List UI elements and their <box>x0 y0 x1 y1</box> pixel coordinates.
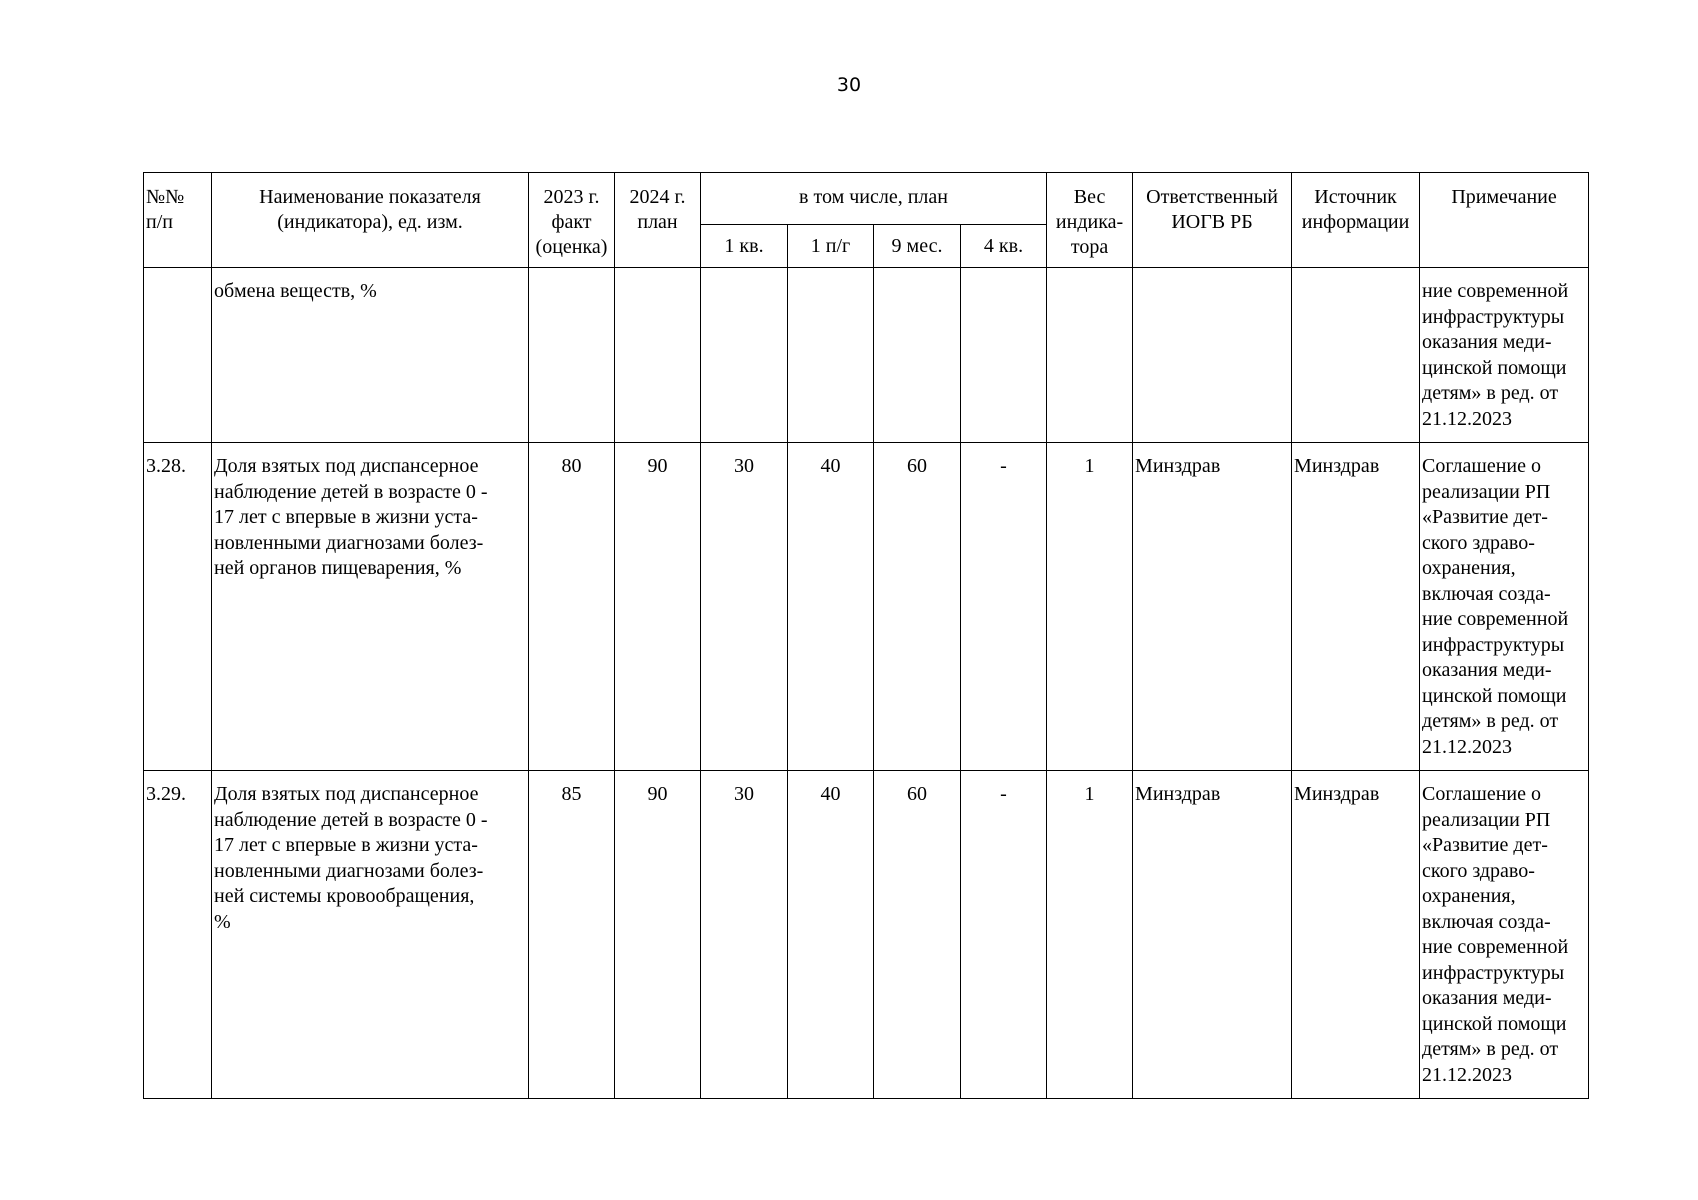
cell-num: 3.28. <box>144 443 212 771</box>
cell-q4: - <box>961 771 1047 1099</box>
cell-fact-2023: 80 <box>529 443 615 771</box>
cell-note <box>1420 443 1589 771</box>
cell-h1: 40 <box>788 771 874 1099</box>
cell-source: Минздрав <box>1292 443 1420 771</box>
header-h1: 1 п/г <box>788 225 874 268</box>
cell-q1: 30 <box>701 443 788 771</box>
cell-name <box>212 771 529 1099</box>
header-including-plan: в том числе, план <box>701 173 1047 225</box>
cell-source: Минздрав <box>1292 771 1420 1099</box>
indicators-table <box>143 172 1589 1099</box>
header-q1: 1 кв. <box>701 225 788 268</box>
cell-plan-2024: 90 <box>615 771 701 1099</box>
cell-name <box>212 443 529 771</box>
header-q4: 4 кв. <box>961 225 1047 268</box>
cell-h1: 40 <box>788 443 874 771</box>
page-number: 30 <box>836 74 862 96</box>
header-plan-2024: 2024 г. план <box>615 173 701 268</box>
cell-responsible: Минздрав <box>1133 771 1292 1099</box>
header-name: Наименование показателя (индикатора), ед. изм. <box>212 173 529 268</box>
cell-note-text: ние современной инфраструктуры оказания меди- цинской помощи детям» в ред. от 21.12.2023 <box>1422 280 1569 430</box>
cell-plan-2024 <box>615 268 701 443</box>
cell-num <box>144 268 212 443</box>
cell-weight: 1 <box>1047 443 1133 771</box>
cell-q1 <box>701 268 788 443</box>
cell-name-text: обмена веществ, % <box>214 280 377 302</box>
cell-q1: 30 <box>701 771 788 1099</box>
cell-note <box>1420 268 1589 443</box>
cell-source <box>1292 268 1420 443</box>
cell-weight <box>1047 268 1133 443</box>
cell-h1 <box>788 268 874 443</box>
cell-responsible <box>1133 268 1292 443</box>
cell-note <box>1420 771 1589 1099</box>
cell-num: 3.29. <box>144 771 212 1099</box>
cell-fact-2023: 85 <box>529 771 615 1099</box>
cell-name-text: Доля взятых под диспансерное наблюдение детей в возрасте 0 - 17 лет с впервые в жизни уста- новленными диагнозами болез- ней системы кровообращения, % <box>214 783 488 933</box>
cell-9-months: 60 <box>874 771 961 1099</box>
header-fact-2023: 2023 г. факт (оценка) <box>529 173 615 268</box>
cell-q4: - <box>961 443 1047 771</box>
header-num: №№ п/п <box>144 173 212 268</box>
cell-responsible: Минздрав <box>1133 443 1292 771</box>
header-weight: Вес индика- тора <box>1047 173 1133 268</box>
header-source: Источник информации <box>1292 173 1420 268</box>
table-header <box>144 173 1589 268</box>
cell-9-months: 60 <box>874 443 961 771</box>
cell-9-months <box>874 268 961 443</box>
cell-fact-2023 <box>529 268 615 443</box>
header-note: Примечание <box>1420 173 1589 268</box>
cell-note-text: Соглашение о реализации РП «Развитие дет- ского здраво- охранения, включая созда- ние современной инфраструктуры оказания меди- цинской помощи детям» в ред. от 21.12.2023 <box>1422 455 1569 758</box>
header-responsible: Ответственный ИОГВ РБ <box>1133 173 1292 268</box>
cell-q4 <box>961 268 1047 443</box>
cell-name-text: Доля взятых под диспансерное наблюдение детей в возрасте 0 - 17 лет с впервые в жизни уста- новленными диагнозами болез- ней органов пищеварения, % <box>214 455 488 579</box>
table-row <box>144 771 1589 1099</box>
cell-weight: 1 <box>1047 771 1133 1099</box>
cell-plan-2024: 90 <box>615 443 701 771</box>
table-row <box>144 268 1589 443</box>
table-row <box>144 443 1589 771</box>
header-9-months: 9 мес. <box>874 225 961 268</box>
cell-note-text: Соглашение о реализации РП «Развитие дет- ского здраво- охранения, включая созда- ние современной инфраструктуры оказания меди- цинской помощи детям» в ред. от 21.12.2023 <box>1422 783 1569 1086</box>
cell-name <box>212 268 529 443</box>
